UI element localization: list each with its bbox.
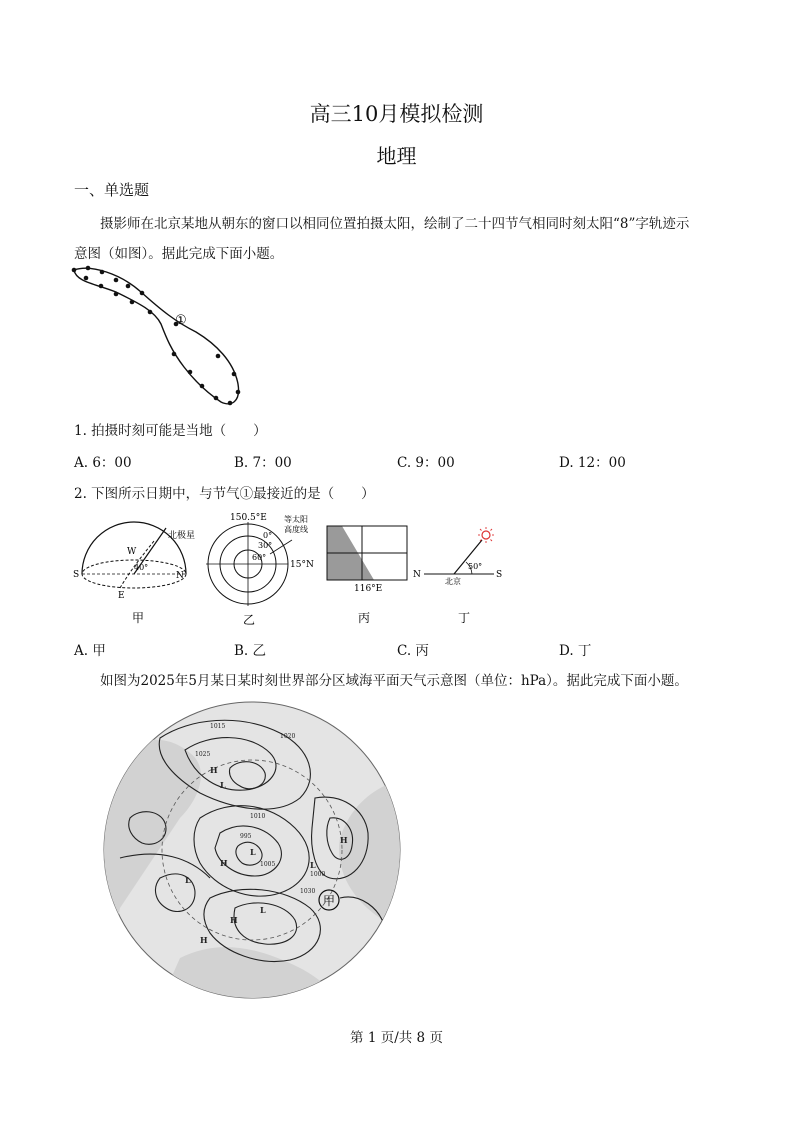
isobar-label: 1015 bbox=[210, 723, 226, 730]
pressure-center-label: L bbox=[220, 780, 226, 790]
yi-note-line1: 等太阳 bbox=[284, 515, 308, 524]
bing-lon-label: 116°E bbox=[354, 584, 383, 594]
ding-angle-label: 50° bbox=[468, 562, 483, 571]
intro-paragraph-line1: 摄影师在北京某地从朝东的窗口以相同位置拍摄太阳，绘制了二十四节气相同时刻太阳“8”字轨迹示 bbox=[100, 216, 690, 232]
pressure-center-label: H bbox=[340, 835, 348, 845]
diagram-ding bbox=[410, 522, 510, 630]
bing-caption: 丙 bbox=[358, 611, 371, 625]
ding-city-label: 北京 bbox=[445, 577, 461, 586]
jia-w-label: W bbox=[127, 547, 137, 557]
isobar-label: 1020 bbox=[280, 733, 296, 740]
ding-caption: 丁 bbox=[458, 611, 471, 625]
q1-option-c[interactable]: C. 9：00 bbox=[397, 455, 455, 471]
intro2-paragraph: 如图为2025年5月某日某时刻世界部分区域海平面天气示意图（单位：hPa）。据此完成下面小题。 bbox=[100, 673, 688, 689]
pressure-center-label: H bbox=[200, 935, 208, 945]
diagram-yi bbox=[200, 508, 325, 628]
q2-stem: 2. 下图所示日期中，与节气①最接近的是（ ） bbox=[74, 486, 375, 502]
page-title: 高三10月模拟检测 bbox=[309, 102, 484, 126]
analemma-points bbox=[72, 266, 241, 406]
pressure-center-label: H bbox=[220, 858, 228, 868]
pressure-center-label: L bbox=[250, 847, 256, 857]
yi-a60: 60° bbox=[252, 553, 267, 562]
q1-stem: 1. 拍摄时刻可能是当地（ ） bbox=[74, 423, 267, 439]
q1-option-a[interactable]: A. 6：00 bbox=[74, 455, 132, 471]
diagram-bing bbox=[322, 522, 412, 630]
jia-angle-label: 40° bbox=[134, 563, 149, 572]
isobar-label: 1030 bbox=[300, 888, 316, 895]
north-star-label: 北极星 bbox=[168, 531, 196, 541]
page-footer: 第 1 页/共 8 页 bbox=[350, 1030, 443, 1046]
pressure-center-label: H bbox=[230, 915, 238, 925]
pressure-center-label: H bbox=[210, 765, 218, 775]
yi-lon-label: 150.5°E bbox=[230, 513, 267, 523]
jia-e-label: E bbox=[118, 591, 125, 601]
yi-note-line2: 高度线 bbox=[284, 525, 308, 534]
ding-n-label: N bbox=[413, 570, 421, 580]
ding-s-label: S bbox=[496, 570, 503, 580]
intro-paragraph-line2: 意图（如图）。据此完成下面小题。 bbox=[74, 246, 284, 262]
map-jia-marker: 甲 bbox=[323, 894, 336, 908]
yi-lat-label: 15°N bbox=[290, 560, 314, 570]
pressure-center-label: L bbox=[310, 860, 316, 870]
q2-option-c[interactable]: C. 丙 bbox=[397, 643, 429, 659]
jia-caption: 甲 bbox=[132, 611, 145, 625]
section-heading: 一、单选题 bbox=[74, 181, 150, 199]
diagram-jia bbox=[70, 516, 200, 628]
q2-option-b[interactable]: B. 乙 bbox=[234, 643, 267, 659]
jia-s-label: S bbox=[73, 570, 80, 580]
sun-icon bbox=[482, 531, 490, 539]
analemma-figure bbox=[66, 262, 256, 412]
pressure-center-label: L bbox=[185, 875, 191, 885]
isobar-label: 1005 bbox=[260, 861, 276, 868]
analemma-marker-label: ① bbox=[175, 313, 187, 328]
isobar-label: 995 bbox=[240, 833, 252, 840]
q1-option-d[interactable]: D. 12：00 bbox=[559, 455, 626, 471]
weather-map bbox=[100, 698, 405, 1003]
isobar-label: 1010 bbox=[250, 813, 266, 820]
isobar-label: 1025 bbox=[195, 751, 211, 758]
sun-rays-icon bbox=[478, 527, 494, 543]
q1-option-b[interactable]: B. 7：00 bbox=[234, 455, 292, 471]
yi-caption: 乙 bbox=[243, 613, 256, 627]
pressure-center-label: L bbox=[260, 905, 266, 915]
q2-option-d[interactable]: D. 丁 bbox=[559, 643, 592, 659]
page-subject: 地理 bbox=[376, 144, 417, 168]
isobar-label: 1000 bbox=[310, 871, 326, 878]
yi-a30: 30° bbox=[258, 541, 273, 550]
jia-n-label: N bbox=[176, 571, 184, 581]
yi-a0: 0° bbox=[263, 531, 273, 540]
q2-option-a[interactable]: A. 甲 bbox=[74, 643, 106, 659]
